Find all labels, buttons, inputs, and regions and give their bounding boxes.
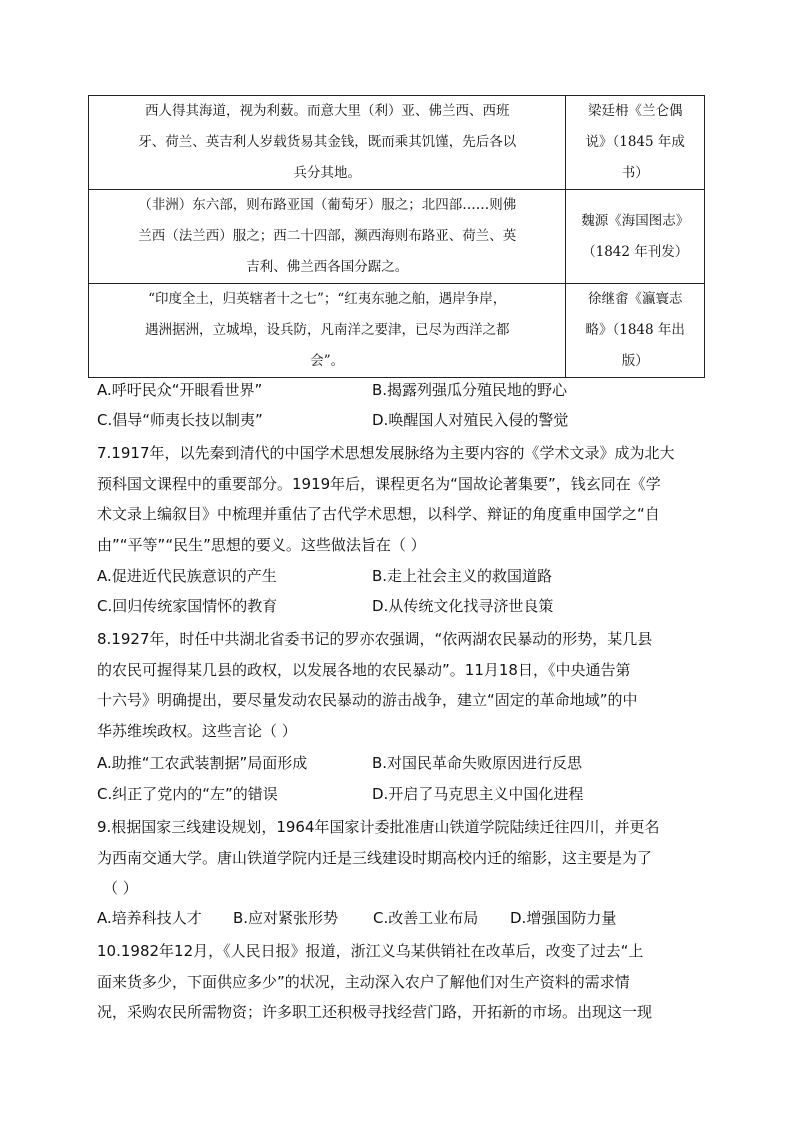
q7-option-a[interactable]: A.促进近代民族意识的产生 [97,567,277,585]
quote-cell: （非洲）东六部，则布路亚国（葡萄牙）服之；北四部……则佛 兰西（法兰西）服之；西二十四部，濒西海则布路亚、荷兰、英 吉利、佛兰西各国分踞之。 [89,190,566,284]
question-10: 10.1982年12月，《人民日报》报道，浙江义乌某供销社在改革后，改变了过去“上 面来货多少，下面供应多少”的状况，主动深入农户了解他们对生产资料的需求情 况，采购农民所需物资；许多职工还积极寻找经营门路，开拓新的市场。出现这一现 [97,942,653,1021]
source-cell: 梁廷枏《兰仑偶 说》（1845 年成 书） [566,96,705,190]
table-row [89,96,705,190]
q6-option-c[interactable]: C.倡导“师夷长技以制夷” [97,411,263,429]
q9-option-c[interactable]: C.改善工业布局 [373,909,479,927]
question-8: 8.1927年，时任中共湖北省委书记的罗亦农强调，“依两湖农民暴动的形势，某几县 的农民可握得某几县的政权，以发展各地的农民暴动”。11月18日，《中央通告第 十六号》明确提出，要尽量发动农民暴动的游击战争，建立“固定的革命地域”的中 华苏维埃政权。这些言论（ ） [97,630,653,740]
q8-option-b[interactable]: B.对国民革命失败原因进行反思 [372,754,583,772]
q7-option-b[interactable]: B.走上社会主义的救国道路 [372,567,553,585]
q9-option-b[interactable]: B.应对紧张形势 [233,909,339,927]
q6-option-a[interactable]: A.呼吁民众“开眼看世界” [97,381,263,399]
q9-option-d[interactable]: D.增强国防力量 [510,909,617,927]
question-9: 9.根据国家三线建设规划，1964年国家计委批准唐山铁道学院陆续迁往四川，并更名 为西南交通大学。唐山铁道学院内迁是三线建设时期高校内迁的缩影，这主要是为了 （ ） [97,818,660,897]
source-cell: 徐继畬《瀛寰志 略》（1848 年出 版） [566,284,705,378]
q6-option-d[interactable]: D.唤醒国人对殖民入侵的警觉 [372,411,569,429]
q9-option-a[interactable]: A.培养科技人才 [97,909,202,927]
source-cell: 魏源《海国图志》 （1842 年刊发） [566,190,705,284]
q8-option-c[interactable]: C.纠正了党内的“左”的错误 [97,785,278,803]
q7-option-d[interactable]: D.从传统文化找寻济世良策 [372,597,554,615]
q7-option-c[interactable]: C.回归传统家国情怀的教育 [97,597,278,615]
table-row [89,190,705,284]
table-row [89,284,705,378]
quote-cell: “印度全土，归英辖者十之七”；“红夷东驰之舶，遇岸争岸， 遇洲据洲，立城埠，设兵防，凡南洋之要津，已尽为西洋之都 会”。 [89,284,566,378]
q8-option-a[interactable]: A.助推“工农武装割据”局面形成 [97,754,308,772]
quote-cell: 西人得其海道，视为利薮。而意大里（利）亚、佛兰西、西班 牙、荷兰、英吉利人岁载货易其金钱，既而乘其饥馑，先后各以 兵分其地。 [89,96,566,190]
q6-option-b[interactable]: B.揭露列强瓜分殖民地的野心 [372,381,568,399]
source-table [88,95,705,378]
q8-option-d[interactable]: D.开启了马克思主义中国化进程 [372,785,584,803]
question-7: 7.1917年，以先秦到清代的中国学术思想发展脉络为主要内容的《学术文录》成为北大 预科国文课程中的重要部分。1919年后，课程更名为“国故论著集要”，钱玄同在《学 术文录上编叙目》中梳理并重估了古代学术思想，以科学、辩证的角度重申国学之“自 由”“平等”“民生”思想的要义。这些做法旨在（ ） [97,444,675,554]
